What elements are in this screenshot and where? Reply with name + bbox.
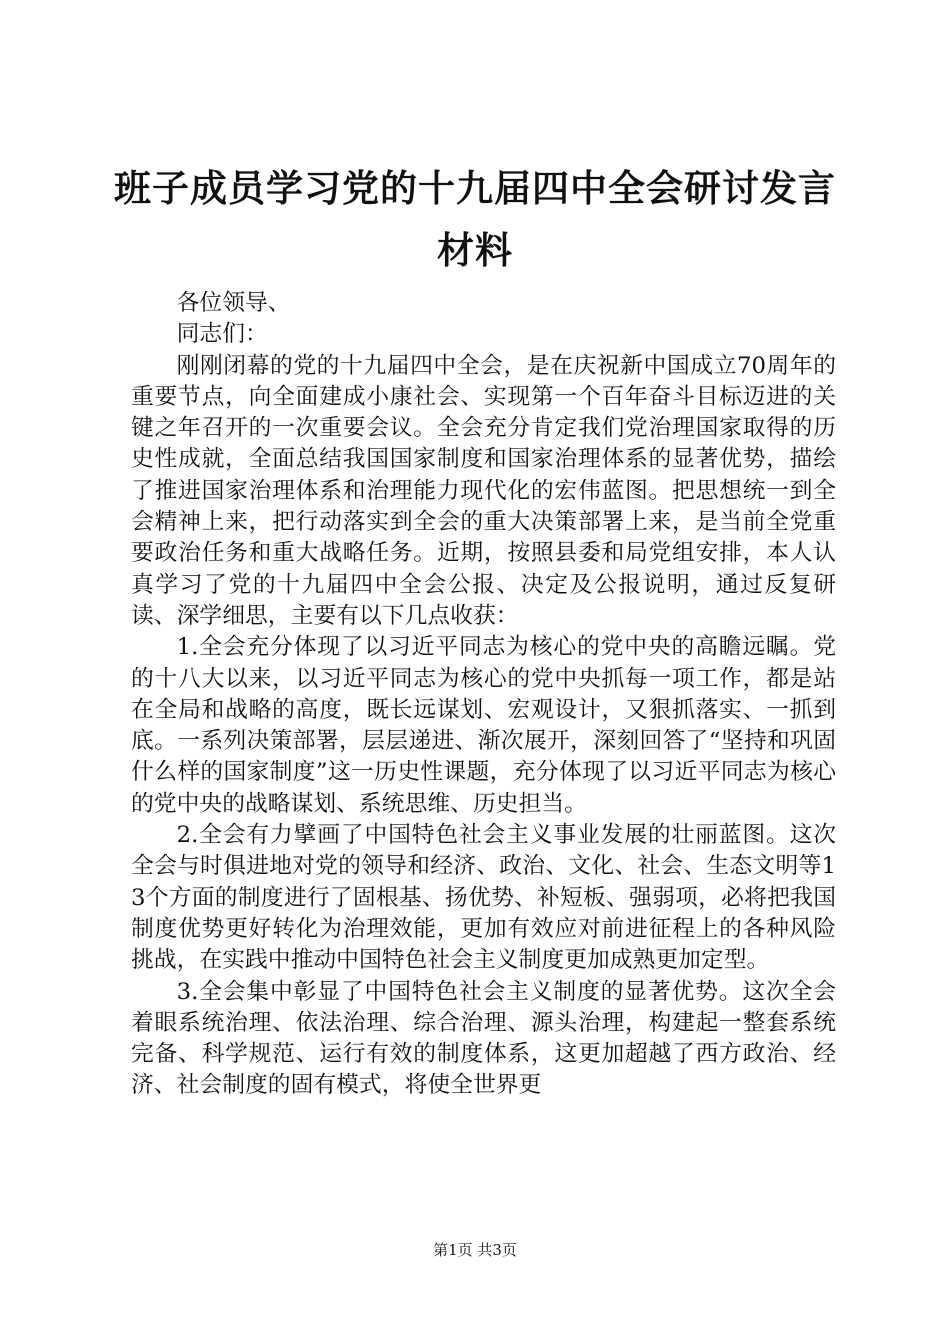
- paragraph-point-1: 1.全会充分体现了以习近平同志为核心的党中央的高瞻远瞩。党的十八大以来，以习近平同志为核心的党中央抓每一项工作，都是站在全局和战略的高度，既长远谋划、宏观设计，又狠抓落实、一抓到底。一系列决策部署，层层递进、渐次展开，深刻回答了“坚持和巩固什么样的国家制度”这一历史性课题，充分体现了以习近平同志为核心的党中央的战略谋划、系统思维、历史担当。: [131, 634, 836, 817]
- paragraph-point-2: 2.全会有力擘画了中国特色社会主义事业发展的壮丽蓝图。这次全会与时俱进地对党的领导和经济、政治、文化、社会、生态文明等13个方面的制度进行了固根基、扬优势、补短板、强弱项，必将把我国制度优势更好转化为治理效能，更加有效应对前进征程上的各种风险挑战，在实践中推动中国特色社会主义制度更加成熟更加定型。: [131, 822, 836, 974]
- document-title: 班子成员学习党的十九届四中全会研讨发言材料: [114, 167, 836, 272]
- paragraph-intro: 刚刚闭幕的党的十九届四中全会，是在庆祝新中国成立70周年的重要节点，向全面建成小康社会、实现第一个百年奋斗目标迈进的关键之年召开的一次重要会议。全会充分肯定我们党治理国家取得的历史性成就，全面总结我国国家制度和国家治理体系的显著优势，描绘了推进国家治理体系和治理能力现代化的宏伟蓝图。把思想统一到全会精神上来，把行动落实到全会的重大决策部署上来，是当前全党重要政治任务和重大战略任务。近期，按照县委和局党组安排，本人认真学习了党的十九届四中全会公报、决定及公报说明，通过反复研读、深学细思，主要有以下几点收获：: [131, 352, 836, 629]
- paragraph-point-3: 3.全会集中彰显了中国特色社会主义制度的显著优势。这次全会着眼系统治理、依法治理、综合治理、源头治理，构建起一整套系统完备、科学规范、运行有效的制度体系，这更加超越了西方政治、经济、社会制度的固有模式，将使全世界更: [131, 978, 836, 1099]
- page-number-footer: 第1页 共3页: [433, 1241, 517, 1259]
- document-body: [131, 288, 836, 1102]
- salutation-leaders: 各位领导、: [176, 290, 291, 316]
- salutation-comrades: 同志们：: [176, 321, 268, 348]
